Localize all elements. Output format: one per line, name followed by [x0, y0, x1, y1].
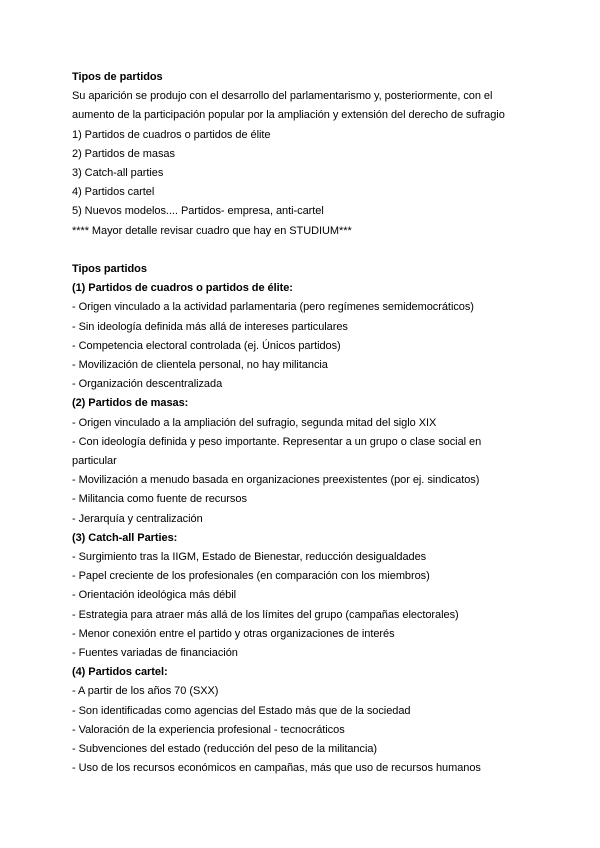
group-heading-masas: (2) Partidos de masas: [72, 397, 189, 410]
list-item: - Papel creciente de los profesionales (en comparación con los miembros) [72, 570, 430, 583]
list-item: 3) Catch-all parties [72, 167, 164, 180]
list-item: - Origen vinculado a la actividad parlamentaria (pero regímenes semidemocráticos) [72, 301, 474, 314]
list-item: - Estrategia para atraer más allá de los límites del grupo (campañas electorales) [72, 608, 459, 621]
section-title-tipos-partidos: Tipos partidos [72, 263, 147, 276]
list-item: - Origen vinculado a la ampliación del sufragio, segunda mitad del siglo XIX [72, 416, 437, 429]
list-item: - Son identificadas como agencias del Estado más que de la sociedad [72, 704, 411, 717]
list-item: 1) Partidos de cuadros o partidos de élite [72, 128, 271, 141]
group-heading-catch-all: (3) Catch-all Parties: [72, 531, 178, 544]
section-title-tipos-de-partidos: Tipos de partidos [72, 71, 163, 83]
list-item: - Orientación ideológica más débil [72, 589, 236, 602]
list-item: - Valoración de la experiencia profesional - tecnocráticos [72, 723, 345, 736]
group-heading-cartel: (4) Partidos cartel: [72, 666, 168, 679]
list-item: - Con ideología definida y peso importante. Representar a un grupo o clase social en [72, 435, 482, 448]
list-item: 4) Partidos cartel [72, 186, 155, 199]
list-item: - Jerarquía y centralización [72, 512, 203, 525]
blank-line [72, 241, 542, 260]
list-item: - Movilización a menudo basada en organizaciones preexistentes (por ej. sindicatos) [72, 474, 480, 487]
group-heading-cuadros: (1) Partidos de cuadros o partidos de élite: [72, 282, 293, 295]
intro-text-line: Su aparición se produjo con el desarrollo del parlamentarismo y, posteriormente, con el [72, 90, 493, 103]
list-item: - Fuentes variadas de financiación [72, 647, 238, 660]
list-item: - Subvenciones del estado (reducción del peso de la militancia) [72, 743, 378, 756]
list-item: - Movilización de clientela personal, no hay militancia [72, 359, 328, 372]
list-item: - Menor conexión entre el partido y otras organizaciones de interés [72, 627, 395, 640]
list-item: - Sin ideología definida más allá de intereses particulares [72, 320, 348, 333]
list-item: - Surgimiento tras la IIGM, Estado de Bienestar, reducción desigualdades [72, 551, 427, 564]
list-item: - Competencia electoral controlada (ej. Únicos partidos) [72, 339, 341, 352]
list-item: - Uso de los recursos económicos en campañas, más que uso de recursos humanos [72, 762, 481, 775]
studium-note: **** Mayor detalle revisar cuadro que hay en STUDIUM*** [72, 224, 352, 237]
document-body [72, 68, 542, 779]
list-item: - Organización descentralizada [72, 378, 223, 391]
list-item: 2) Partidos de masas [72, 147, 175, 160]
intro-text-line: aumento de la participación popular por la ampliación y extensión del derecho de sufragio [72, 109, 505, 122]
list-item: - Militancia como fuente de recursos [72, 493, 247, 506]
list-item: 5) Nuevos modelos.... Partidos- empresa, anti-cartel [72, 205, 324, 218]
list-item: particular [72, 455, 117, 468]
list-item: - A partir de los años 70 (SXX) [72, 685, 219, 698]
